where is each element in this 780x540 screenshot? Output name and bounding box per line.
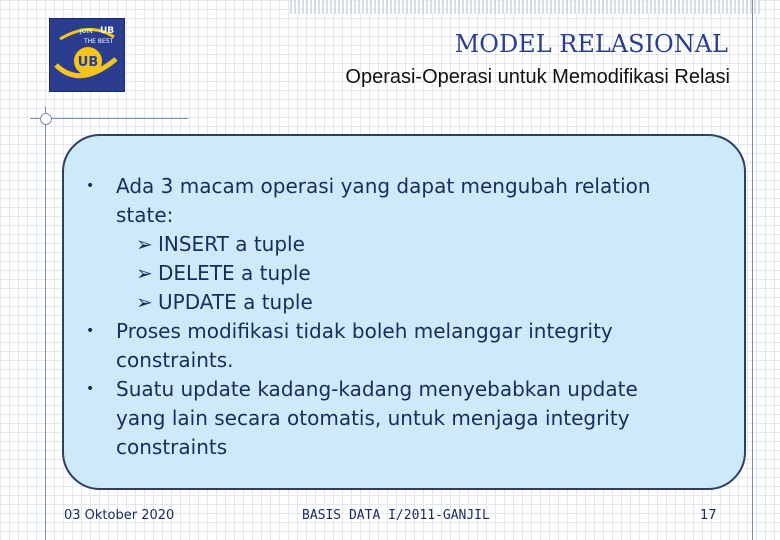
right-vertical-rule (752, 0, 753, 540)
bullet-icon: • (86, 323, 95, 339)
list-item (86, 375, 726, 462)
bullet-icon: • (86, 178, 95, 194)
bullet-text: Ada 3 macam operasi yang dapat mengubah relation (116, 174, 651, 198)
svg-text:JOIN: JOIN (80, 28, 93, 35)
bullet-text: Suatu update kadang-kadang menyebabkan update (116, 377, 638, 401)
page-number: 17 (700, 508, 717, 523)
bullet-text: yang lain secara otomatis, untuk menjaga integrity (116, 406, 630, 430)
university-logo (49, 18, 125, 92)
sub-list-item (86, 259, 726, 288)
sub-item-text: INSERT a tuple (158, 232, 305, 256)
sub-list-item (86, 288, 726, 317)
bullet-text: state: (116, 203, 174, 227)
footer-date: 03 Oktober 2020 (64, 508, 175, 523)
list-item (86, 172, 726, 230)
logo-emblem-icon (50, 19, 124, 91)
top-decorative-band (290, 0, 760, 14)
header-horizontal-rule (30, 118, 188, 119)
footer-course: BASIS DATA I/2011-GANJIL (302, 508, 490, 523)
slide-title: MODEL RELASIONAL (454, 30, 728, 58)
sub-item-text: DELETE a tuple (158, 261, 311, 285)
bullet-icon: • (86, 381, 95, 397)
bullet-text: Proses modifikasi tidak boleh melanggar integrity (116, 319, 613, 343)
bullet-text: constraints (116, 435, 228, 459)
arrow-bullet-icon: ➢ (136, 290, 153, 314)
svg-text:THE BEST: THE BEST (84, 38, 114, 45)
content-list (86, 172, 726, 462)
rule-circle-ornament (40, 113, 52, 125)
sub-item-text: UPDATE a tuple (158, 290, 313, 314)
svg-text:UB: UB (77, 55, 99, 70)
svg-text:UB: UB (100, 26, 115, 36)
left-vertical-rule (45, 106, 46, 540)
sub-list-item (86, 230, 726, 259)
bullet-text: constraints. (116, 348, 234, 372)
list-item (86, 317, 726, 375)
arrow-bullet-icon: ➢ (136, 232, 153, 256)
arrow-bullet-icon: ➢ (136, 261, 153, 285)
slide-subtitle: Operasi-Operasi untuk Memodifikasi Relasi (345, 66, 730, 88)
